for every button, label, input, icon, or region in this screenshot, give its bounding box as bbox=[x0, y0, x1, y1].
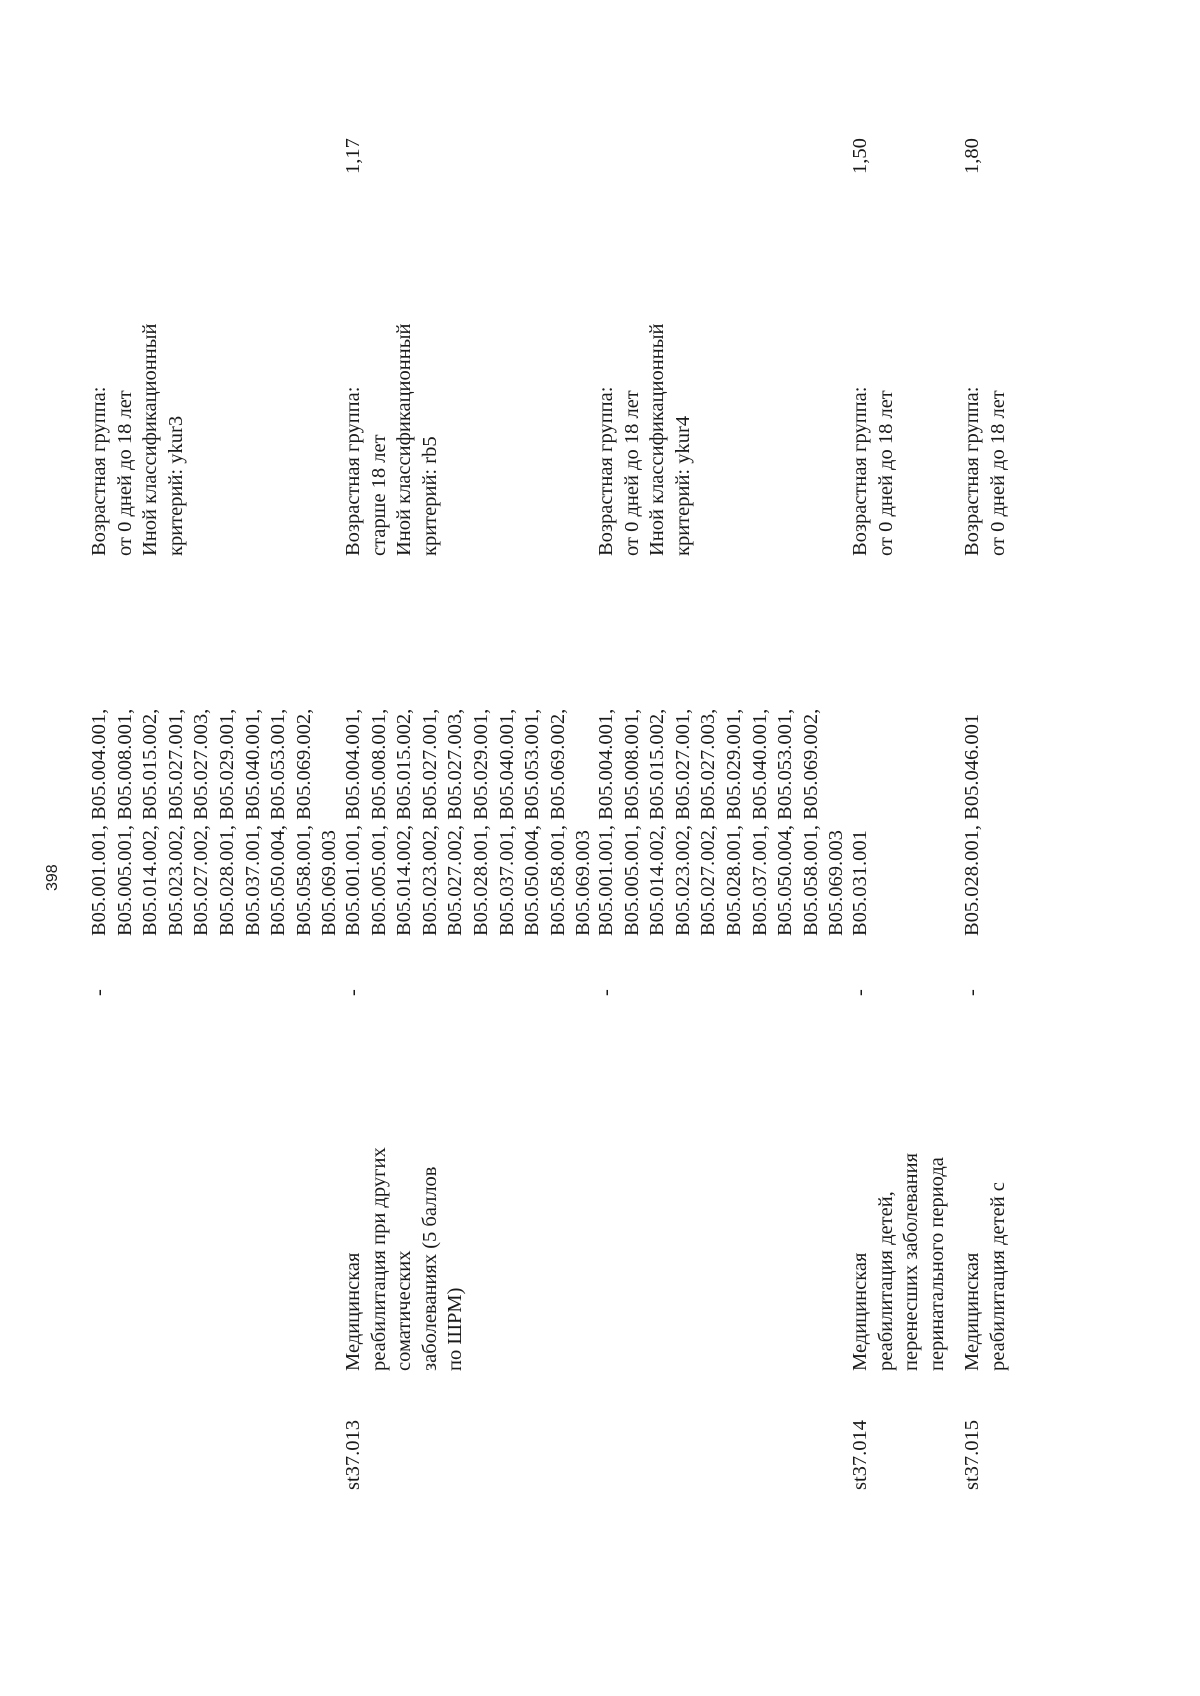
row-services: B05.001.001, B05.004.001, B05.005.001, B05.008.001, B05.014.002, B05.015.002, B05.023.002, B05.027.001, B05.027.002, B05.027.003, B05.028.001, B05.029.001, B05.037.001, B05.040.001, B05.050.004, B05.053.001, B05.058.001, B05.069.002, B05.069.003 bbox=[342, 708, 595, 936]
row-services: B05.028.001, B05.046.001 bbox=[961, 713, 983, 936]
row-services: B05.031.001 bbox=[849, 830, 871, 936]
row-criteria: Возрастная группа: старше 18 лет Иной классификационный критерий: rb5 bbox=[342, 323, 441, 556]
row-dash: - bbox=[88, 989, 110, 996]
row-services: B05.001.001, B05.004.001, B05.005.001, B05.008.001, B05.014.002, B05.015.002, B05.023.002, B05.027.001, B05.027.002, B05.027.003, B05.028.001, B05.029.001, B05.037.001, B05.040.001, B05.050.004, B05.053.001, B05.058.001, B05.069.002, B05.069.003 bbox=[595, 708, 848, 936]
row-coefficient: 1,17 bbox=[342, 138, 364, 174]
row-criteria: Возрастная группа: от 0 дней до 18 лет bbox=[849, 386, 897, 556]
row-coefficient: 1,50 bbox=[849, 138, 871, 174]
row-criteria: Возрастная группа: от 0 дней до 18 лет Иной классификационный критерий: ykur3 bbox=[88, 323, 187, 556]
row-code: st37.015 bbox=[961, 1419, 983, 1490]
row-dash: - bbox=[595, 989, 617, 996]
page-number: 398 bbox=[44, 864, 61, 891]
row-criteria: Возрастная группа: от 0 дней до 18 лет Иной классификационный критерий: ykur4 bbox=[595, 323, 694, 556]
row-dash: - bbox=[342, 989, 364, 996]
row-dash: - bbox=[849, 989, 871, 996]
row-code: st37.013 bbox=[342, 1419, 364, 1490]
row-services: B05.001.001, B05.004.001, B05.005.001, B05.008.001, B05.014.002, B05.015.002, B05.023.002, B05.027.001, B05.027.002, B05.027.003, B05.028.001, B05.029.001, B05.037.001, B05.040.001, B05.050.004, B05.053.001, B05.058.001, B05.069.002, B05.069.003 bbox=[88, 708, 341, 936]
row-dash: - bbox=[961, 989, 983, 996]
row-name: Медицинская реабилитация детей с bbox=[961, 1182, 1009, 1371]
row-coefficient: 1,80 bbox=[961, 138, 983, 174]
row-name: Медицинская реабилитация при других соматических заболеваниях (5 баллов по ШРМ) bbox=[342, 1147, 467, 1371]
row-code: st37.014 bbox=[849, 1419, 871, 1490]
row-name: Медицинская реабилитация детей, перенесших заболевания перинатального периода bbox=[849, 1152, 948, 1371]
row-criteria: Возрастная группа: от 0 дней до 18 лет bbox=[961, 386, 1009, 556]
